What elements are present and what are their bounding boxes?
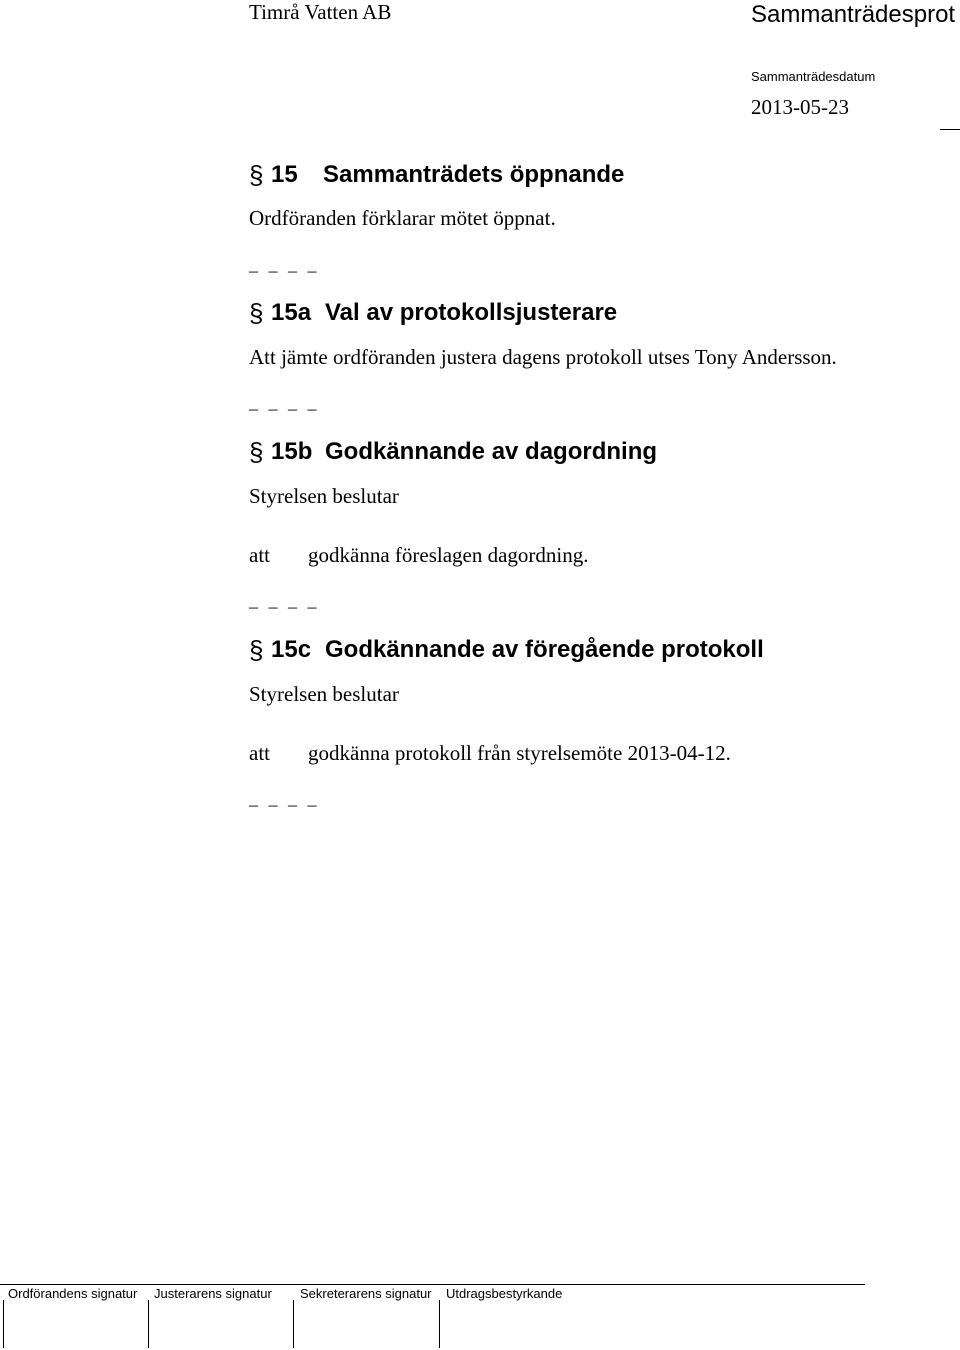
paragraph-icon: §: [249, 635, 264, 665]
section-title: Godkännande av dagordning: [325, 438, 658, 465]
organization-name: Timrå Vatten AB: [249, 0, 392, 24]
header-divider: [940, 129, 960, 130]
paragraph-icon: §: [249, 298, 264, 328]
signature-label-extract: Utdragsbestyrkande: [446, 1286, 563, 1301]
paragraph-icon: §: [249, 160, 264, 190]
date-label: Sammanträdesdatum: [751, 69, 876, 84]
paragraph-icon: §: [249, 437, 264, 467]
meeting-date: 2013-05-23: [751, 95, 849, 119]
signature-box-line: [148, 1300, 149, 1348]
decision-text: godkänna föreslagen dagordning.: [308, 543, 589, 567]
decision-text: godkänna protokoll från styrelsemöte 2013-04-12.: [308, 741, 731, 765]
section-title: Godkännande av föregående protokoll: [325, 636, 764, 663]
section-separator: _ _ _ _: [249, 590, 320, 610]
signature-box-line: [293, 1300, 294, 1348]
document-type: Sammanträdesprot: [751, 1, 956, 28]
section-heading-15: [249, 161, 624, 189]
signature-label-adjuster: Justerarens signatur: [154, 1286, 272, 1301]
section-number: 15c: [271, 636, 312, 663]
decision-label: att: [249, 741, 270, 765]
section-body: Styrelsen beslutar: [249, 682, 399, 706]
section-body: Styrelsen beslutar: [249, 484, 399, 508]
section-separator: _ _ _ _: [249, 392, 320, 412]
section-body: Ordföranden förklarar mötet öppnat.: [249, 206, 556, 230]
section-title: Val av protokollsjusterare: [325, 299, 618, 326]
signature-box-line: [439, 1300, 440, 1348]
footer-divider: [0, 1284, 865, 1285]
section-body: Att jämte ordföranden justera dagens protokoll utses Tony Andersson.: [249, 345, 837, 369]
section-number: 15: [271, 161, 298, 188]
section-heading-15c: [249, 636, 764, 664]
decision-label: att: [249, 543, 270, 567]
section-heading-15b: [249, 438, 657, 466]
signature-label-chairman: Ordförandens signatur: [8, 1286, 138, 1301]
section-title: Sammanträdets öppnande: [323, 161, 625, 188]
section-heading-15a: [249, 299, 617, 327]
section-separator: _ _ _ _: [249, 788, 320, 808]
section-separator: _ _ _ _: [249, 254, 320, 274]
section-number: 15b: [271, 438, 313, 465]
section-number: 15a: [271, 299, 312, 326]
signature-label-secretary: Sekreterarens signatur: [300, 1286, 432, 1301]
signature-box-line: [3, 1300, 4, 1348]
